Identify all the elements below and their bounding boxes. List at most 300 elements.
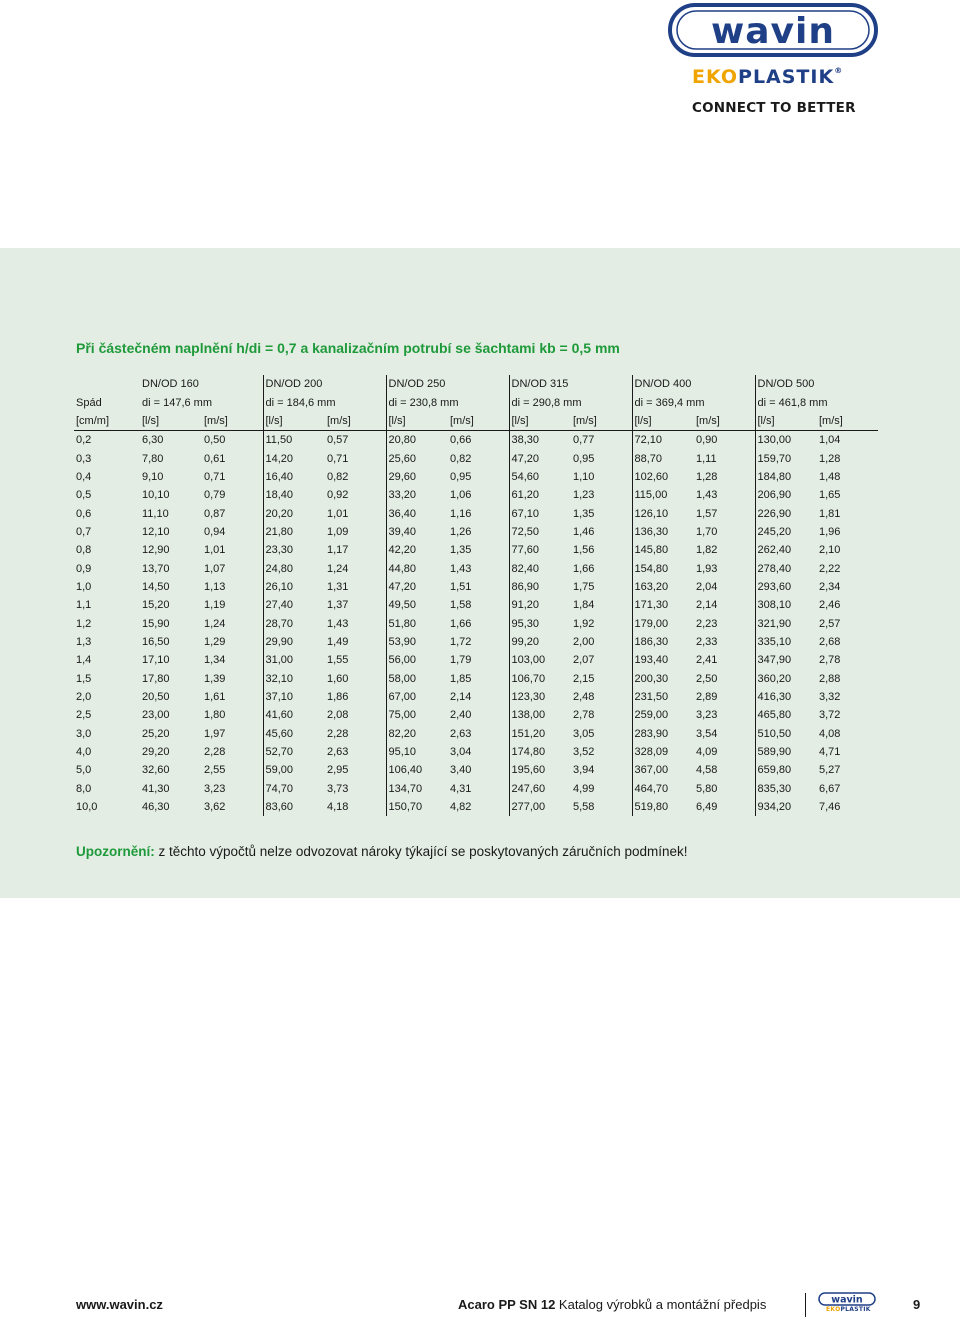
flow-value: 659,80 (755, 761, 817, 779)
flow-value: 247,60 (509, 780, 571, 798)
header-row-di (74, 393, 878, 411)
slope-value: 0,2 (76, 434, 92, 447)
flow-value: 245,20 (755, 523, 817, 541)
flow-value: 82,40 (509, 559, 571, 577)
flow-value: 61,20 (509, 486, 571, 504)
flow-value: 11,50 (263, 431, 325, 450)
velocity-value: 2,22 (819, 562, 841, 575)
dn-header: DN/OD 400 (632, 375, 755, 393)
velocity-value: 2,07 (573, 654, 595, 667)
velocity-value: 4,08 (819, 727, 841, 740)
dn-header: DN/OD 160 (142, 378, 199, 391)
flow-value: 21,80 (263, 523, 325, 541)
flow-value: 134,70 (386, 780, 448, 798)
velocity-value: 4,58 (696, 764, 718, 777)
velocity-value: 5,58 (573, 801, 595, 814)
flow-value: 10,10 (142, 489, 170, 502)
flow-value: 91,20 (509, 596, 571, 614)
flow-value: 29,90 (263, 633, 325, 651)
velocity-value: 1,85 (450, 672, 472, 685)
flow-value: 283,90 (632, 725, 694, 743)
table-row (74, 761, 878, 779)
velocity-value: 1,49 (327, 635, 349, 648)
velocity-value: 0,90 (696, 434, 718, 447)
velocity-value: 2,63 (450, 727, 472, 740)
flow-value: 259,00 (632, 706, 694, 724)
slope-value: 1,2 (76, 617, 92, 630)
ekoplastik-logo: EKOPLASTIK® (692, 66, 844, 88)
velocity-value: 2,40 (450, 709, 472, 722)
velocity-value: 1,56 (573, 544, 595, 557)
velocity-value: 1,28 (819, 452, 841, 465)
flow-table (74, 375, 878, 816)
flow-value: 278,40 (755, 559, 817, 577)
velocity-value: 1,34 (204, 654, 226, 667)
table-row (74, 743, 878, 761)
velocity-unit: [m/s] (448, 412, 509, 431)
flow-value: 17,10 (142, 654, 170, 667)
velocity-value: 2,78 (573, 709, 595, 722)
table-row (74, 449, 878, 467)
velocity-value: 1,43 (327, 617, 349, 630)
slope-value: 1,4 (76, 654, 92, 667)
slope-value: 4,0 (76, 746, 92, 759)
slope-unit: [cm/m] (74, 412, 140, 431)
velocity-value: 1,57 (696, 507, 718, 520)
velocity-value: 1,35 (450, 544, 472, 557)
flow-value: 464,70 (632, 780, 694, 798)
flow-value: 24,80 (263, 559, 325, 577)
flow-value: 99,20 (509, 633, 571, 651)
velocity-value: 2,89 (696, 691, 718, 704)
flow-value: 52,70 (263, 743, 325, 761)
velocity-value: 4,71 (819, 746, 841, 759)
flow-value: 193,40 (632, 651, 694, 669)
flow-value: 416,30 (755, 688, 817, 706)
footer-ekoplastik-logo: EKOPLASTIK (826, 1306, 871, 1313)
tagline: CONNECT TO BETTER (692, 100, 856, 116)
di-header: di = 147,6 mm (142, 396, 213, 409)
velocity-value: 1,93 (696, 562, 718, 575)
di-header: di = 369,4 mm (632, 393, 755, 411)
flow-value: 54,60 (509, 468, 571, 486)
velocity-value: 1,24 (204, 617, 226, 630)
table-row (74, 780, 878, 798)
flow-unit: [l/s] (263, 412, 325, 431)
velocity-unit: [m/s] (817, 412, 878, 431)
flow-value: 95,30 (509, 614, 571, 632)
velocity-value: 1,35 (573, 507, 595, 520)
flow-value: 67,00 (386, 688, 448, 706)
slope-value: 1,5 (76, 672, 92, 685)
velocity-value: 0,77 (573, 434, 595, 447)
velocity-value: 2,00 (573, 635, 595, 648)
flow-value: 103,00 (509, 651, 571, 669)
flow-value: 159,70 (755, 449, 817, 467)
velocity-value: 1,23 (573, 489, 595, 502)
velocity-value: 2,50 (696, 672, 718, 685)
velocity-value: 4,99 (573, 782, 595, 795)
velocity-value: 0,82 (327, 470, 349, 483)
flow-value: 51,80 (386, 614, 448, 632)
table-row (74, 706, 878, 724)
flow-value: 47,20 (509, 449, 571, 467)
flow-value: 126,10 (632, 504, 694, 522)
slope-header: Spád (76, 396, 102, 409)
flow-value: 106,40 (386, 761, 448, 779)
velocity-value: 2,28 (327, 727, 349, 740)
flow-value: 15,90 (142, 617, 170, 630)
velocity-value: 1,43 (696, 489, 718, 502)
flow-value: 18,40 (263, 486, 325, 504)
flow-value: 9,10 (142, 470, 164, 483)
table-row (74, 725, 878, 743)
table-row (74, 688, 878, 706)
flow-value: 29,60 (386, 468, 448, 486)
flow-value: 72,50 (509, 523, 571, 541)
flow-value: 179,00 (632, 614, 694, 632)
warning-note (76, 844, 688, 859)
velocity-value: 1,55 (327, 654, 349, 667)
velocity-value: 3,23 (696, 709, 718, 722)
slope-value: 0,8 (76, 544, 92, 557)
flow-value: 151,20 (509, 725, 571, 743)
velocity-value: 0,92 (327, 489, 349, 502)
velocity-value: 4,31 (450, 782, 472, 795)
velocity-value: 2,57 (819, 617, 841, 630)
flow-value: 308,10 (755, 596, 817, 614)
velocity-value: 1,16 (450, 507, 472, 520)
velocity-value: 1,17 (327, 544, 349, 557)
slope-value: 3,0 (76, 727, 92, 740)
velocity-value: 2,33 (696, 635, 718, 648)
flow-value: 138,00 (509, 706, 571, 724)
velocity-value: 1,70 (696, 525, 718, 538)
slope-value: 1,0 (76, 580, 92, 593)
flow-value: 74,70 (263, 780, 325, 798)
slope-value: 0,9 (76, 562, 92, 575)
header-row-dn (74, 375, 878, 393)
velocity-value: 0,94 (204, 525, 226, 538)
flow-value: 38,30 (509, 431, 571, 450)
flow-value: 28,70 (263, 614, 325, 632)
flow-value: 56,00 (386, 651, 448, 669)
flow-value: 36,40 (386, 504, 448, 522)
flow-value: 115,00 (632, 486, 694, 504)
velocity-value: 2,41 (696, 654, 718, 667)
velocity-value: 0,95 (450, 470, 472, 483)
velocity-value: 4,82 (450, 801, 472, 814)
velocity-value: 1,84 (573, 599, 595, 612)
header-row-units (74, 412, 878, 431)
flow-value: 27,40 (263, 596, 325, 614)
flow-value: 106,70 (509, 670, 571, 688)
velocity-value: 2,63 (327, 746, 349, 759)
flow-value: 589,90 (755, 743, 817, 761)
slope-value: 0,3 (76, 452, 92, 465)
flow-value: 20,50 (142, 691, 170, 704)
velocity-value: 2,78 (819, 654, 841, 667)
velocity-value: 2,04 (696, 580, 718, 593)
page-number: 9 (913, 1297, 921, 1312)
velocity-value: 1,97 (204, 727, 226, 740)
velocity-value: 1,72 (450, 635, 472, 648)
flow-value: 82,20 (386, 725, 448, 743)
footer-divider (805, 1293, 806, 1317)
velocity-value: 1,39 (204, 672, 226, 685)
velocity-value: 0,66 (450, 434, 472, 447)
velocity-value: 3,62 (204, 801, 226, 814)
flow-value: 39,40 (386, 523, 448, 541)
flow-value: 195,60 (509, 761, 571, 779)
flow-value: 347,90 (755, 651, 817, 669)
flow-value: 41,30 (142, 782, 170, 795)
flow-value: 58,00 (386, 670, 448, 688)
flow-value: 102,60 (632, 468, 694, 486)
di-header: di = 184,6 mm (263, 393, 386, 411)
flow-value: 20,80 (386, 431, 448, 450)
velocity-value: 6,49 (696, 801, 718, 814)
velocity-value: 1,92 (573, 617, 595, 630)
flow-value: 14,20 (263, 449, 325, 467)
slope-value: 1,1 (76, 599, 92, 612)
flow-value: 23,00 (142, 709, 170, 722)
table-row (74, 541, 878, 559)
velocity-value: 0,71 (327, 452, 349, 465)
flow-value: 6,30 (142, 434, 164, 447)
velocity-value: 1,51 (450, 580, 472, 593)
flow-value: 83,60 (263, 798, 325, 816)
flow-unit: [l/s] (386, 412, 448, 431)
flow-value: 186,30 (632, 633, 694, 651)
velocity-value: 1,48 (819, 470, 841, 483)
velocity-value: 1,01 (204, 544, 226, 557)
flow-value: 465,80 (755, 706, 817, 724)
table-row (74, 504, 878, 522)
slope-value: 10,0 (76, 801, 98, 814)
velocity-value: 0,79 (204, 489, 226, 502)
velocity-value: 6,67 (819, 782, 841, 795)
velocity-value: 1,43 (450, 562, 472, 575)
flow-value: 206,90 (755, 486, 817, 504)
flow-value: 32,10 (263, 670, 325, 688)
footer-catalog: Acaro PP SN 12 Katalog výrobků a montážní předpis (458, 1297, 767, 1312)
flow-value: 42,20 (386, 541, 448, 559)
velocity-value: 2,55 (204, 764, 226, 777)
velocity-value: 2,14 (696, 599, 718, 612)
flow-value: 86,90 (509, 578, 571, 596)
velocity-value: 1,61 (204, 691, 226, 704)
flow-value: 150,70 (386, 798, 448, 816)
flow-value: 77,60 (509, 541, 571, 559)
flow-value: 934,20 (755, 798, 817, 816)
flow-value: 49,50 (386, 596, 448, 614)
flow-unit: [l/s] (632, 412, 694, 431)
table-row (74, 468, 878, 486)
warning-label: Upozornění: (76, 844, 155, 859)
velocity-value: 4,18 (327, 801, 349, 814)
velocity-value: 1,75 (573, 580, 595, 593)
velocity-value: 1,09 (327, 525, 349, 538)
flow-value: 45,60 (263, 725, 325, 743)
flow-value: 11,10 (142, 507, 169, 520)
flow-value: 16,50 (142, 635, 170, 648)
di-header: di = 230,8 mm (386, 393, 509, 411)
flow-value: 37,10 (263, 688, 325, 706)
table-row (74, 651, 878, 669)
flow-value: 53,90 (386, 633, 448, 651)
flow-value: 510,50 (755, 725, 817, 743)
velocity-value: 1,29 (204, 635, 226, 648)
flow-value: 75,00 (386, 706, 448, 724)
flow-value: 174,80 (509, 743, 571, 761)
velocity-value: 0,95 (573, 452, 595, 465)
velocity-value: 1,86 (327, 691, 349, 704)
velocity-value: 2,46 (819, 599, 841, 612)
table-row (74, 431, 878, 450)
velocity-value: 1,46 (573, 525, 595, 538)
velocity-value: 1,31 (327, 580, 349, 593)
table-row (74, 614, 878, 632)
slope-value: 1,3 (76, 635, 92, 648)
flow-value: 136,30 (632, 523, 694, 541)
velocity-value: 2,28 (204, 746, 226, 759)
slope-value: 2,0 (76, 691, 92, 704)
flow-value: 41,60 (263, 706, 325, 724)
velocity-value: 0,87 (204, 507, 226, 520)
velocity-value: 1,81 (819, 507, 841, 520)
velocity-value: 3,54 (696, 727, 718, 740)
velocity-value: 1,80 (204, 709, 226, 722)
flow-value: 277,00 (509, 798, 571, 816)
velocity-value: 2,34 (819, 580, 841, 593)
flow-value: 20,20 (263, 504, 325, 522)
velocity-value: 1,60 (327, 672, 349, 685)
flow-value: 335,10 (755, 633, 817, 651)
velocity-value: 3,05 (573, 727, 595, 740)
velocity-value: 2,14 (450, 691, 472, 704)
velocity-value: 1,13 (204, 580, 226, 593)
velocity-value: 2,15 (573, 672, 595, 685)
flow-value: 26,10 (263, 578, 325, 596)
velocity-value: 3,04 (450, 746, 472, 759)
flow-value: 25,60 (386, 449, 448, 467)
slope-value: 5,0 (76, 764, 92, 777)
velocity-value: 0,71 (204, 470, 226, 483)
flow-value: 226,90 (755, 504, 817, 522)
footer-url[interactable]: www.wavin.cz (76, 1297, 163, 1312)
flow-value: 32,60 (142, 764, 170, 777)
velocity-value: 1,06 (450, 489, 472, 502)
flow-value: 46,30 (142, 801, 170, 814)
velocity-value: 5,80 (696, 782, 718, 795)
flow-unit: [l/s] (140, 412, 202, 431)
velocity-value: 0,82 (450, 452, 472, 465)
dn-header: DN/OD 315 (509, 375, 632, 393)
flow-value: 231,50 (632, 688, 694, 706)
velocity-value: 4,09 (696, 746, 718, 759)
flow-value: 12,10 (142, 525, 170, 538)
velocity-value: 0,57 (327, 434, 349, 447)
velocity-value: 1,07 (204, 562, 226, 575)
velocity-value: 1,24 (327, 562, 349, 575)
flow-value: 154,80 (632, 559, 694, 577)
svg-text:wavin: wavin (831, 1294, 863, 1306)
flow-value: 171,30 (632, 596, 694, 614)
flow-value: 31,00 (263, 651, 325, 669)
velocity-unit: [m/s] (202, 412, 263, 431)
flow-value: 163,20 (632, 578, 694, 596)
flow-value: 12,90 (142, 544, 170, 557)
flow-value: 184,80 (755, 468, 817, 486)
flow-value: 321,90 (755, 614, 817, 632)
velocity-value: 3,94 (573, 764, 595, 777)
dn-header: DN/OD 250 (386, 375, 509, 393)
velocity-value: 3,23 (204, 782, 226, 795)
velocity-value: 5,27 (819, 764, 841, 777)
velocity-value: 1,37 (327, 599, 349, 612)
flow-value: 145,80 (632, 541, 694, 559)
velocity-value: 1,04 (819, 434, 841, 447)
velocity-value: 2,88 (819, 672, 841, 685)
slope-value: 0,6 (76, 507, 92, 520)
velocity-value: 1,66 (450, 617, 472, 630)
flow-value: 29,20 (142, 746, 170, 759)
velocity-value: 1,65 (819, 489, 841, 502)
flow-value: 95,10 (386, 743, 448, 761)
velocity-value: 1,66 (573, 562, 595, 575)
flow-value: 67,10 (509, 504, 571, 522)
table-row (74, 578, 878, 596)
flow-value: 47,20 (386, 578, 448, 596)
velocity-value: 2,23 (696, 617, 718, 630)
flow-value: 200,30 (632, 670, 694, 688)
flow-value: 367,00 (632, 761, 694, 779)
table-row (74, 798, 878, 816)
velocity-value: 1,19 (204, 599, 226, 612)
wavin-wordmark: wavin (711, 11, 835, 52)
slope-value: 0,5 (76, 489, 92, 502)
slope-value: 0,7 (76, 525, 92, 538)
velocity-value: 1,26 (450, 525, 472, 538)
velocity-value: 1,01 (327, 507, 349, 520)
velocity-value: 2,48 (573, 691, 595, 704)
velocity-value: 0,61 (204, 452, 226, 465)
header-empty-cell (74, 375, 140, 393)
velocity-unit: [m/s] (325, 412, 386, 431)
table-row (74, 486, 878, 504)
warning-text: z těchto výpočtů nelze odvozovat nároky týkající se poskytovaných záručních podmínek! (154, 844, 688, 859)
velocity-value: 2,10 (819, 544, 841, 557)
di-header: di = 461,8 mm (755, 393, 878, 411)
table-row (74, 559, 878, 577)
velocity-value: 3,72 (819, 709, 841, 722)
wavin-logo (668, 3, 878, 59)
table-row (74, 596, 878, 614)
flow-value: 835,30 (755, 780, 817, 798)
velocity-value: 0,50 (204, 434, 226, 447)
flow-value: 130,00 (755, 431, 817, 450)
flow-value: 15,20 (142, 599, 170, 612)
flow-value: 293,60 (755, 578, 817, 596)
velocity-value: 2,68 (819, 635, 841, 648)
di-header: di = 290,8 mm (509, 393, 632, 411)
flow-value: 25,20 (142, 727, 170, 740)
velocity-value: 3,32 (819, 691, 841, 704)
flow-unit: [l/s] (509, 412, 571, 431)
flow-value: 360,20 (755, 670, 817, 688)
flow-value: 44,80 (386, 559, 448, 577)
